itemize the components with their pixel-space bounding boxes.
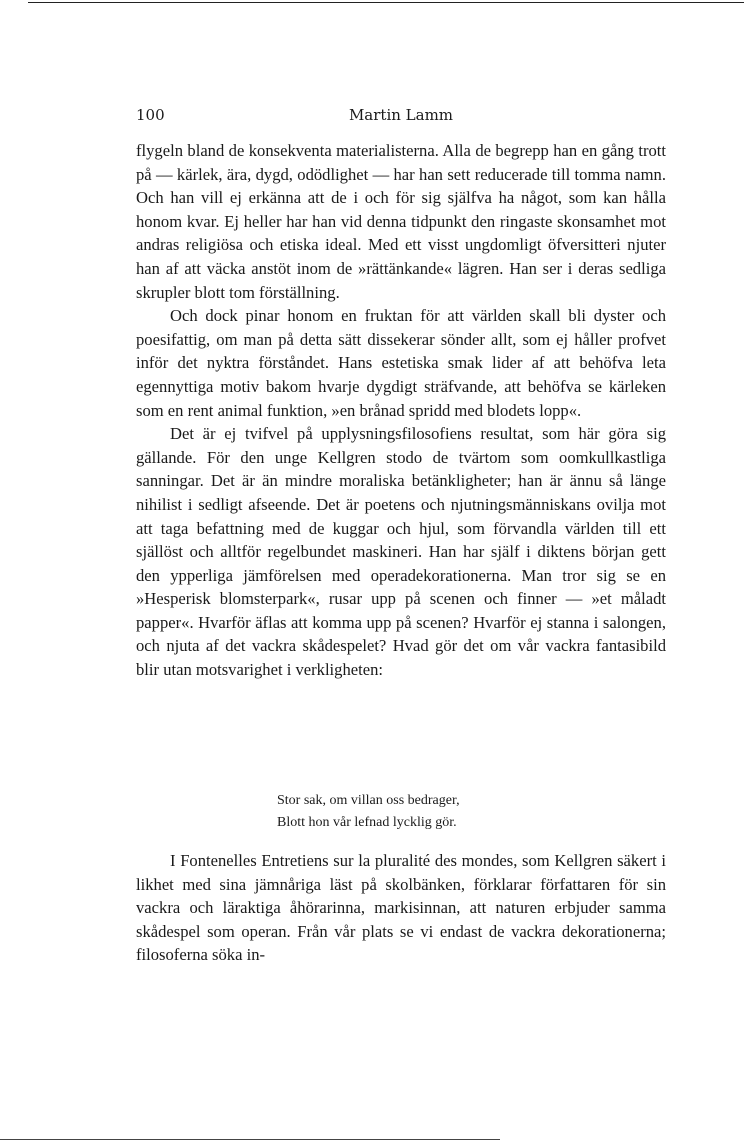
running-head: Martin Lamm: [348, 106, 454, 124]
verse-quote: [277, 790, 460, 834]
paragraph-3: Det är ej tvifvel på upplysningsfilosofiens resultat, som här göra sig gällande. För den unge Kellgren stodo de tvärtom som oomkullkastliga sanningar. Det är än mindre moraliska betänkligheter; han är ännu så länge nihilist i sedligt afseende. Det är poetens och njutningsmänniskans ovilja mot att taga befattning med de kuggar och hjul, som förvandla världen till ett själlöst och alltför regelbundet maskineri. Han har själf i diktens början gett den ypperliga jämförelsen med operadekorationerna. Man tror sig se en »Hesperisk blomsterpark«, rusar upp på scenen och finner — »et måladt papper«. Hvarför äflas att komma upp på scenen? Hvarför ej stanna i salongen, och njuta af det vackra skådespelet? Hvad gör det om vår vackra fantasibild blir utan motsvarighet i verkligheten:: [136, 424, 666, 680]
paragraph-2: Och dock pinar honom en fruktan för att världen skall bli dyster och poesifattig, om man på detta sätt dissekerar sönder allt, som ej håller profvet inför det nyktra förståndet. Hans estetiska smak lider af att behöfva leta egennyttiga motiv bakom hvarje dygdigt sträfvande, att behöfva se kärleken som en rent animal funktion, »en brånad spridd med blodets lopp«.: [136, 306, 666, 420]
page-header: [136, 106, 666, 130]
top-scan-edge: [28, 2, 744, 3]
page-number: 100: [136, 106, 165, 124]
verse-line-1: Stor sak, om villan oss bedrager,: [277, 793, 460, 808]
body-text: [136, 139, 666, 682]
paragraph-4: I Fontenelles Entretiens sur la pluralité des mondes, som Kellgren säkert i likhet med sina jämnåriga läst på skolbänken, förklarar författaren för sin vackra och läraktiga åhörarinna, markisinnan, att naturen erbjuder samma skådespel som operan. Från vår plats se vi endast de vackra dekorationerna; filosoferna söka in-: [136, 851, 666, 965]
verse-line-2: Blott hon vår lefnad lycklig gör.: [277, 815, 457, 830]
bottom-scan-edge: [0, 1139, 500, 1140]
paragraph-1: flygeln bland de konsekventa materialisterna. Alla de begrepp han en gång trott på — kärlek, ära, dygd, odödlighet — har han sett reducerade till tomma namn. Och han vill ej erkänna att de i och för sig själfva ha något, som kan hålla honom kvar. Ej heller har han vid denna tidpunkt den ringaste skonsamhet mot andras religiösa och etiska ideal. Med ett visst ungdomligt öfversitteri njuter han af att väcka anstöt inom de »rättänkande« lägren. Han ser i deras sedliga skrupler blott tom förställning.: [136, 141, 666, 302]
